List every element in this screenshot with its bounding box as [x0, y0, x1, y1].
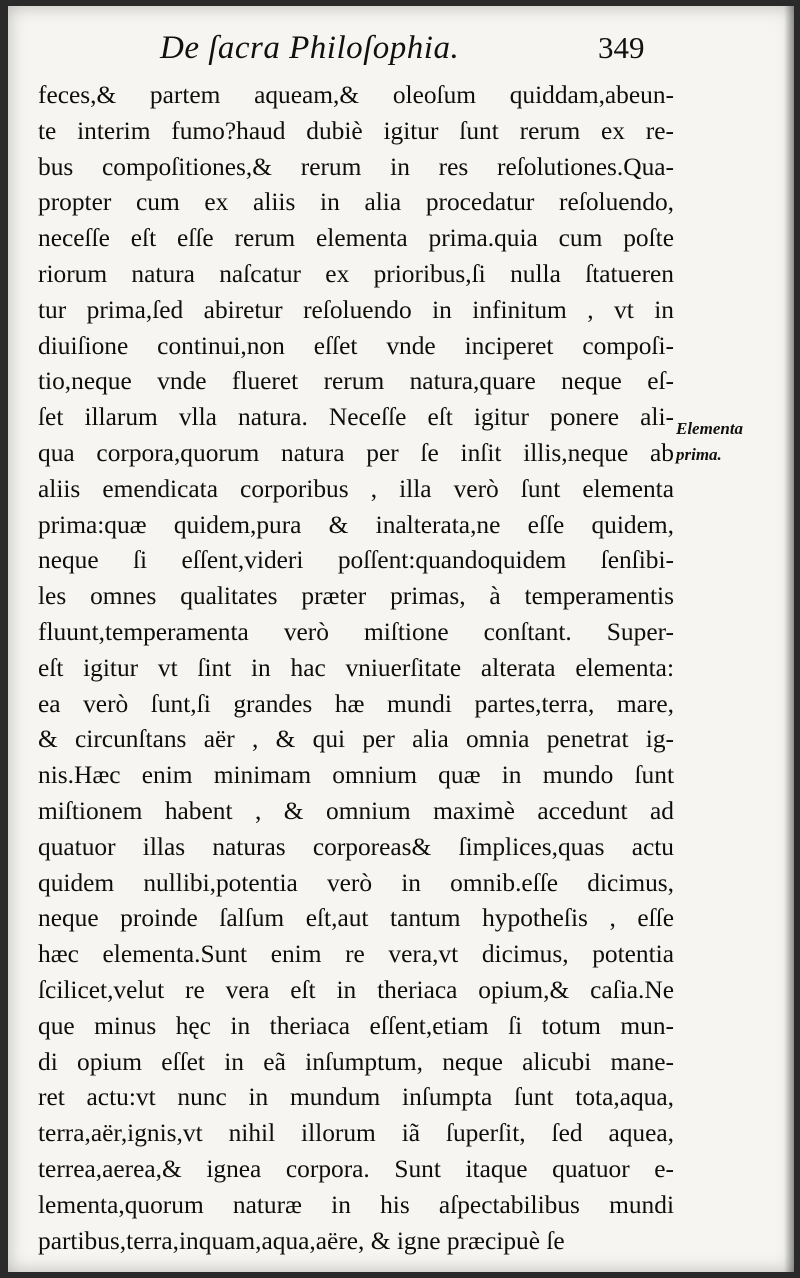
- text-line: nis.Hæc enim minimam omnium quæ in mundo ſunt: [38, 761, 674, 790]
- text-line: neque proinde ſalſum eſt,aut tantum hypotheſis , eſſe: [38, 904, 674, 933]
- text-line: terrea,aerea,& ignea corpora. Sunt itaque quatuor e-: [38, 1154, 674, 1183]
- text-line: te interim fumo?haud dubiè igitur ſunt rerum ex re-: [38, 116, 674, 145]
- text-line: tur prima,ſed abiretur reſoluendo in infinitum , vt in: [38, 295, 674, 324]
- margin-note-line: prima.: [676, 445, 722, 464]
- text-line: aliis emendicata corporibus , illa verò ſunt elementa: [38, 474, 674, 503]
- text-line: tio,neque vnde flueret rerum natura,quare neque eſ-: [38, 367, 674, 396]
- margin-note-line: Elementa: [676, 419, 744, 438]
- text-line: que minus hęc in theriaca eſſent,etiam ſi totum mun-: [38, 1011, 674, 1040]
- text-line: bus compoſitiones,& rerum in res reſolutiones.Qua-: [38, 152, 674, 181]
- text-line: riorum natura naſcatur ex prioribus,ſi nulla ſtatueren: [38, 259, 674, 288]
- text-line: terra,aër,ignis,vt nihil illorum iã ſuperſit, ſed aquea,: [38, 1119, 674, 1148]
- text-line: ſcilicet,velut re vera eſt in theriaca opium,& caſia.Ne: [38, 975, 674, 1004]
- text-line: partibus,terra,inquam,aqua,aëre, & igne præcipuè ſe: [38, 1226, 565, 1255]
- running-title: De ſacra Philoſophia.: [160, 30, 460, 66]
- text-line: & circunſtans aër , & qui per alia omnia penetrat ig-: [38, 725, 674, 754]
- text-line: ſet illarum vlla natura. Neceſſe eſt igitur ponere ali-: [38, 403, 674, 432]
- text-line: prima:quæ quidem,pura & inalterata,ne eſſe quidem,: [38, 510, 674, 539]
- text-line: neque ſi eſſent,videri poſſent:quandoquidem ſenſibi-: [38, 546, 674, 575]
- text-line: feces,& partem aqueam,& oleoſum quiddam,abeun-: [38, 81, 674, 109]
- page-number: 349: [598, 30, 645, 65]
- text-line: propter cum ex aliis in alia procedatur reſoluendo,: [38, 188, 674, 217]
- page-edge-shadow: [784, 6, 794, 1272]
- book-page: [8, 6, 794, 1272]
- text-line: hæc elementa.Sunt enim re vera,vt dicimus, potentia: [38, 940, 674, 969]
- body-text: [38, 78, 674, 1259]
- text-line: ea verò ſunt,ſi grandes hæ mundi partes,terra, mare,: [38, 689, 674, 718]
- text-line: ret actu:vt nunc in mundum inſumpta ſunt tota,aqua,: [38, 1083, 674, 1112]
- page-header: [8, 28, 794, 76]
- margin-note: [676, 416, 743, 468]
- text-line: quidem nullibi,potentia verò in omnib.eſſe dicimus,: [38, 868, 674, 897]
- text-line: eſt igitur vt ſint in hac vniuerſitate alterata elementa:: [38, 653, 674, 682]
- text-line: neceſſe eſt eſſe rerum elementa prima.quia cum poſte: [38, 224, 674, 253]
- text-line: qua corpora,quorum natura per ſe inſit illis,neque ab: [38, 438, 674, 467]
- text-line: lementa,quorum naturæ in his aſpectabilibus mundi: [38, 1190, 674, 1219]
- text-line: quatuor illas naturas corporeas& ſimplices,quas actu: [38, 832, 674, 861]
- text-line: di opium eſſet in eã inſumptum, neque alicubi mane-: [38, 1047, 674, 1076]
- text-line: diuiſione continui,non eſſet vnde inciperet compoſi-: [38, 331, 674, 360]
- text-line: miſtionem habent , & omnium maximè accedunt ad: [38, 796, 674, 825]
- text-line: les omnes qualitates præter primas, à temperamentis: [38, 582, 674, 611]
- text-line: fluunt,temperamenta verò miſtione conſtant. Super-: [38, 617, 674, 646]
